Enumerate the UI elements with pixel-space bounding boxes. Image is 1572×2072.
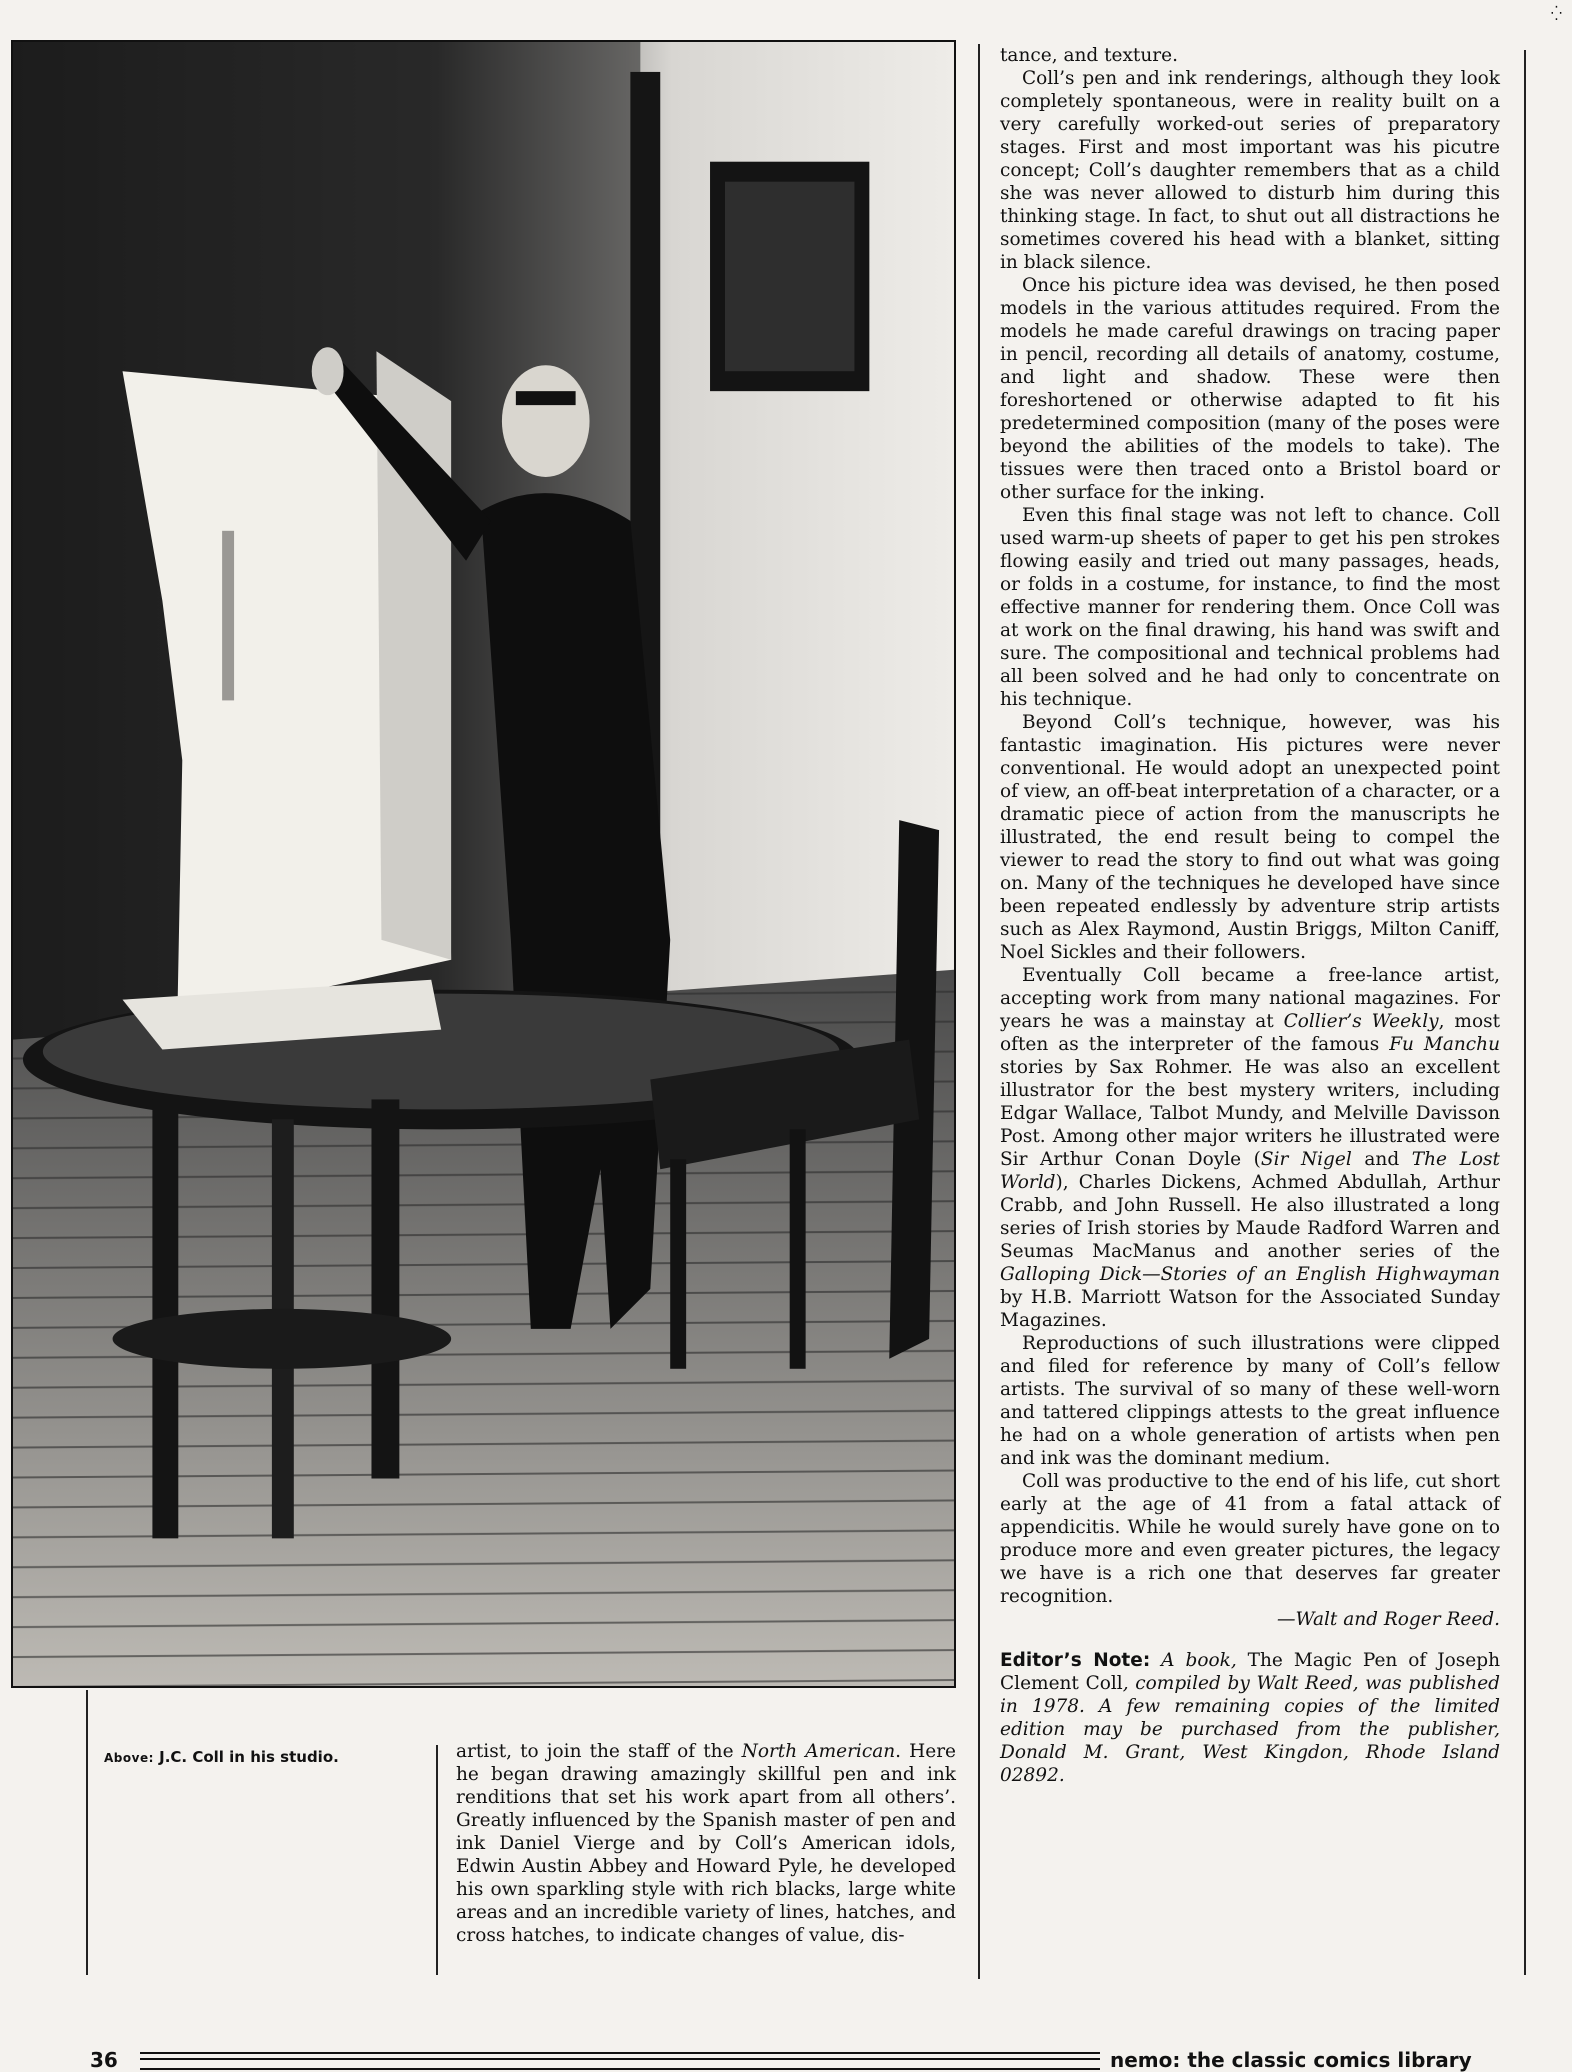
caption-text: J.C. Coll in his studio. bbox=[159, 1748, 339, 1766]
column-divider-bottom bbox=[436, 1745, 438, 1975]
bottom-paragraph: artist, to join the staff of the North American. Here he began drawing amazingly skillful pen and ink renditions that set his work apart from all others’. Greatly influenced by the Spanish master of pen and ink Daniel Vierge and by Coll’s American idols, Edwin Austin Abbey and Howard Pyle, he developed his own sparkling style with rich blacks, large white areas and an incredible variety of lines, hatches, and cross hatches, to indicate changes of value, dis- bbox=[456, 1741, 956, 1946]
photo-caption bbox=[104, 1748, 404, 1766]
paragraph-5: Eventually Coll became a free-lance artist, accepting work from many national magazines. For years he was a mainstay at Collier’s Weekly, most often as the interpreter of the famous Fu Manchu stories by Sax Rohmer. He was also an excellent illustrator for the best mystery writers, including Edgar Wallace, Talbot Mundy, and Melville Davisson Post. Among other major writers he illustrated were Sir Arthur Conan Doyle (Sir Nigel and The Lost World), Charles Dickens, Achmed Abdullah, Arthur Crabb, and John Russell. He also illustrated a long series of Irish stories by Maude Radford Warren and Seumas MacManus and another series of the Galloping Dick—Stories of an English Highwayman by H.B. Marriott Watson for the Associated Sunday Magazines. bbox=[1000, 965, 1501, 1331]
paragraph-4: Beyond Coll’s technique, however, was his fantastic imagination. His pictures were never conventional. He would adopt an unexpected point of view, an off-beat interpretation of a character, or a dramatic piece of action from the manuscripts he illustrated, the end result being to compel the viewer to read the story to find out what was going on. Many of the techniques he developed have since been repeated endlessly by adventure strip artists such as Alex Raymond, Austin Briggs, Milton Caniff, Noel Sickles and their followers. bbox=[1000, 712, 1500, 963]
caption-prefix: Above: bbox=[104, 1751, 154, 1765]
article-column-right bbox=[1000, 44, 1500, 1787]
man-head bbox=[502, 365, 590, 477]
column-divider-right bbox=[978, 44, 980, 1979]
article-column-bottom bbox=[456, 1740, 956, 1947]
paragraph-7: Coll was productive to the end of his life, cut short early at the age of 41 from a fatal attack of appendicitis. While he would surely have gone on to produce more and even greater pictures, the legacy we have is a rich one that deserves far greater recognition. bbox=[1000, 1471, 1500, 1607]
caption-divider bbox=[86, 1690, 88, 1975]
author-signature: —Walt and Roger Reed. bbox=[1277, 1609, 1500, 1630]
magazine-name: nemo: the classic comics library bbox=[1110, 2048, 1472, 2072]
page-number: 36 bbox=[90, 2048, 118, 2072]
studio-photograph bbox=[11, 40, 956, 1688]
corner-mark: ⁛ bbox=[1550, 6, 1562, 22]
editors-note: Editor’s Note: A book, The Magic Pen of Joseph Clement Coll, compiled by Walt Reed, was published in 1978. A few remaining copies of the limited edition may be purchased from the publisher, Donald M. Grant, West Kingdon, Rhode Island 02892. bbox=[1000, 1650, 1500, 1786]
page-edge-rule bbox=[1524, 50, 1526, 1975]
page-footer bbox=[90, 2048, 1500, 2072]
paragraph-0: tance, and texture. bbox=[1000, 45, 1178, 66]
paragraph-1: Coll’s pen and ink renderings, although they look completely spontaneous, were in reality built on a very carefully worked-out series of preparatory stages. First and most important was his picutre concept; Coll’s daughter remembers that as a child she was never allowed to disturb him during this thinking stage. In fact, to shut out all distractions he sometimes covered his head with a blanket, sitting in black silence. bbox=[1000, 68, 1500, 273]
footer-rules bbox=[140, 2052, 1100, 2070]
photo-illustration bbox=[13, 42, 954, 1686]
paragraph-2: Once his picture idea was devised, he then posed models in the various attitudes required. From the models he made careful drawings on tracing paper in pencil, recording all details of anatomy, costume, and light and shadow. These were then foreshortened or otherwise adapted to fit his predetermined composition (many of the poses were beyond the abilities of the models to take). The tissues were then traced onto a Bristol board or other surface for the inking. bbox=[1000, 275, 1500, 503]
paragraph-6: Reproductions of such illustrations were clipped and filed for reference by many of Coll’s fellow artists. The survival of so many of these well-worn and tattered clippings attests to the great influence he had on a whole generation of artists when pen and ink was the dominant medium. bbox=[1000, 1333, 1500, 1469]
paragraph-3: Even this final stage was not left to chance. Coll used warm-up sheets of paper to get his pen strokes flowing easily and tried out many passages, heads, or folds in a costume, for instance, to find the most effective manner for rendering them. Once Coll was at work on the final drawing, his hand was swift and sure. The compositional and technical problems had all been solved and he had only to concentrate on his technique. bbox=[1000, 505, 1500, 710]
